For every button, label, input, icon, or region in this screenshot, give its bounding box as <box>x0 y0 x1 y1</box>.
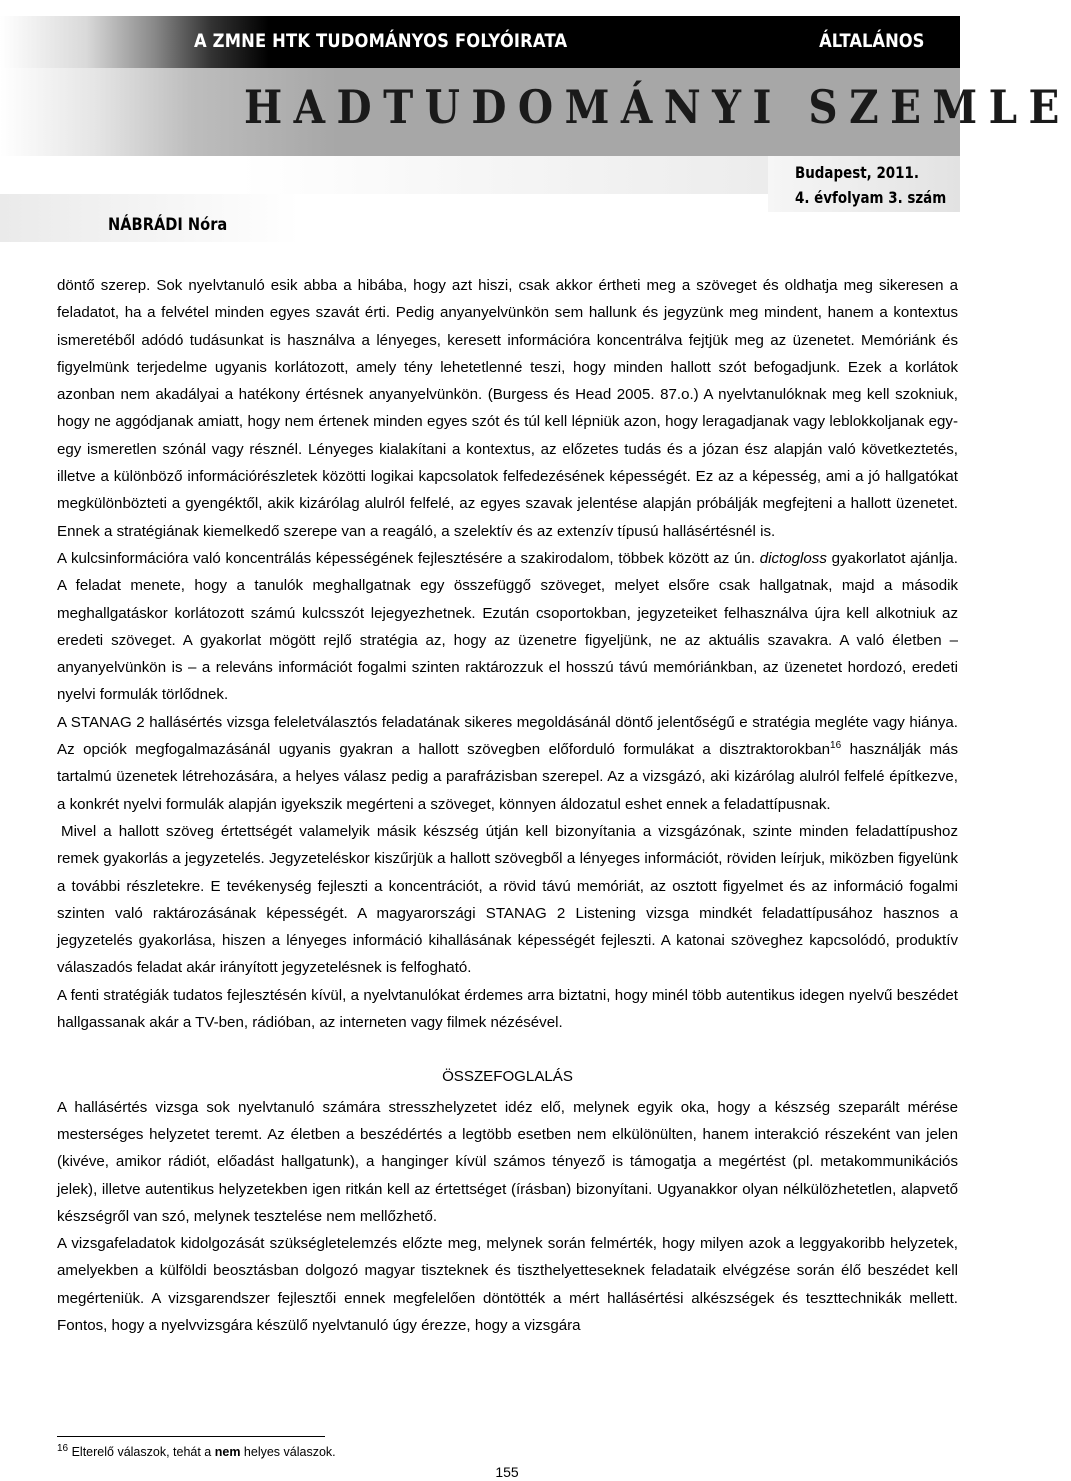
journal-masthead: HADTUDOMÁNYI SZEMLE <box>244 80 1071 134</box>
paragraph: A fenti stratégiák tudatos fejlesztésén kívül, a nyelvtanulókat érdemes arra biztatni, hogy minél több autentikus idegen nyelvű beszédet hallgassanak akár a TV-ben, rádióban, az interneten vagy filmek nézésével. <box>57 986 958 1032</box>
text-run: használják más tartalmú üzenetek létrehozására, a helyes válasz pedig a parafrázisban szerepel. Az a vizsgázó, aki kizárólag alulról felfelé építkezve, a konkrét nyelvi formulák alapján igyekszik megérteni a szöveget, könnyen áldozatul eshet ennek a feladattípusnak. <box>57 741 958 813</box>
paragraph <box>57 709 958 818</box>
article-body <box>57 272 958 1339</box>
volume-issue: 4. évfolyam 3. szám <box>795 188 947 207</box>
text-run: helyes válaszok. <box>240 1445 336 1459</box>
text-run: gyakorlatot ajánlja. A feladat menete, hogy a tanulók meghallgatnak egy összefüggő szöveget, melyet elsőre csak hallgatnak, majd a második meghallgatáskor korlátozott számú kulcsszót lejegyezhetnek. Ezután csoportokban, jegyzeteiket felhasználva újra kell alkotniuk az eredeti szöveget. A gyakorlat mögött rejlő stratégia az, hogy az üzenetre figyeljünk, ne az aktuális szavakra. A való életben – anyanyelvünkön is – a releváns információt fogalmi szinten raktározzuk el hosszú távú memóriánkban, az üzenetet hordozó, eredeti nyelvi formulák törlődnek. <box>57 549 958 704</box>
footnote-separator <box>57 1436 325 1437</box>
section-heading: ÖSSZEFOGLALÁS <box>442 1068 573 1086</box>
text-run: A kulcsinformációra való koncentrálás képességének fejlesztésére a szakirodalom, többek között az ún. <box>57 549 760 567</box>
paragraph: döntő szerep. Sok nyelvtanuló esik abba a hibába, hogy azt hiszi, csak akkor értheti meg a szöveget és oldhatja meg sikeresen a feladatot, ha a felvétel minden egyes szavát érti. Pedig anyanyelvünkön sem hallunk és jegyzünk meg mindent, hanem a kontextus ismeretéből adódó tudásunkat is használva a lényeges, keresett információra koncentrálva fejtjük meg az üzenetet. Memóriánk és figyelmünk terjedelme ugyanis korlátozott, amely tény lehetetlenné teszi, hogy minden hallott szót befogadjunk. Ezek a korlátok azonban nem akadályai a hatékony értésnek anyanyelvünkön. (Burgess és Head 2005. 87.o.) A nyelvtanulóknak meg kell szokniuk, hogy ne aggódjanak amiatt, hogy nem értenek minden egyes szót és túl kell lépniük azon, hogy leragadjanak vagy leblokkoljanak egy-egy ismeretlen szónál vagy résznél. Lényeges kialakítani a kontextus, az előzetes tudás és a józan ész alapján való következtetés, illetve a különböző információrészletek közötti logikai kapcsolatok felfedezésének képességét. Ez az a képesség, ami a jó hallgatókat megkülönbözteti a gyengéktől, akik kizárólag alulról felfelé, az egyes szavak jelentése alapján próbálják megfejteni a hallott üzenetet. Ennek a stratégiának kiemelkedő szerepe van a reagáló, a szelektív és az extenzív típusú hallásértésnél is. <box>57 277 958 540</box>
text-run: Elterelő válaszok, tehát a <box>68 1445 215 1459</box>
paragraph: Mivel a hallott szöveg értettségét valamelyik másik készség útján kell bizonyítania a vizsgázónak, szinte minden feladattípushoz remek gyakorlás a jegyzetelés. Jegyzeteléskor kiszűrjük a hallott szövegből a lényeges információt, röviden leírjuk, miközben figyelünk a további részletekre. E tevékenység fejleszti a koncentrációt, a rövid távú memóriát, az osztott figyelmet és az információ fogalmi szinten való raktározásának képességét. A magyarországi STANAG 2 Listening vizsga mindkét feladattípusához hasznos a jegyzetelés gyakorlása, hiszen a lényeges információ kihallásának képességét fejleszti. A katonai szöveghez kapcsolódó, produktív válaszadós feladat akár irányított jegyzetelésnek is felfogható. <box>57 822 958 977</box>
footnote-reference: 16 <box>830 740 842 752</box>
author-name: NÁBRÁDI Nóra <box>108 215 228 235</box>
bold-word: nem <box>214 1445 241 1459</box>
paragraph <box>57 545 958 709</box>
footnote <box>57 1442 336 1459</box>
text-run: A STANAG 2 hallásértés vizsga feleletválasztós feladatának sikeres megoldásánál döntő jelentőségű e stratégia megléte vagy hiánya. Az opciók megfogalmazásánál ugyanis gyakran a hallott szövegben előforduló formulákat a disztraktorokban <box>57 713 958 759</box>
footnote-mark: 16 <box>57 1442 69 1454</box>
place-date: Budapest, 2011. <box>795 163 919 182</box>
paragraph: A hallásértés vizsga sok nyelvtanuló számára stresszhelyzetet idéz elő, melynek egyik oka, hogy a készség szeparált mérése mesterséges helyzetet teremt. Az életben a beszédértés a legtöbb esetben nem elkülönülten, hanem interakció részeként van jelen (kivéve, amikor rádiót, előadást hallgatunk), a hanginger kívül számos tényező is támogatja a megértést (pl. metakommunikációs jelek), illetve autentikus helyzetekben igen ritkán kell az értettséget (írásban) bizonyítani. Ugyanakkor olyan nélkülözhetetlen, alapvető készségről van szó, melynek tesztelése nem mellőzhető. <box>57 1098 958 1225</box>
paragraph: A vizsgafeladatok kidolgozását szükségletelemzés előzte meg, melynek során felmérték, hogy milyen azok a leggyakoribb helyzetek, amelyekben a külföldi beosztásban dolgozó magyar tiszteknek és tiszthelyetteseknek feladataik elvégzése során élő beszédet kell megérteniük. A vizsgarendszer fejlesztői ennek megfelelően döntötték a mért hallásértési alkészségek és teszttechnikák mellett. Fontos, hogy a nyelvvizsgára készülő nyelvtanuló úgy érezze, hogy a vizsgára <box>57 1235 958 1334</box>
emphasis-term: dictogloss <box>759 549 827 567</box>
journal-subtitle: A ZMNE HTK TUDOMÁNYOS FOLYÓIRATA <box>194 30 568 52</box>
category-label: ÁLTALÁNOS <box>818 30 924 52</box>
page-number: 155 <box>495 1464 519 1480</box>
journal-header <box>0 0 1071 248</box>
